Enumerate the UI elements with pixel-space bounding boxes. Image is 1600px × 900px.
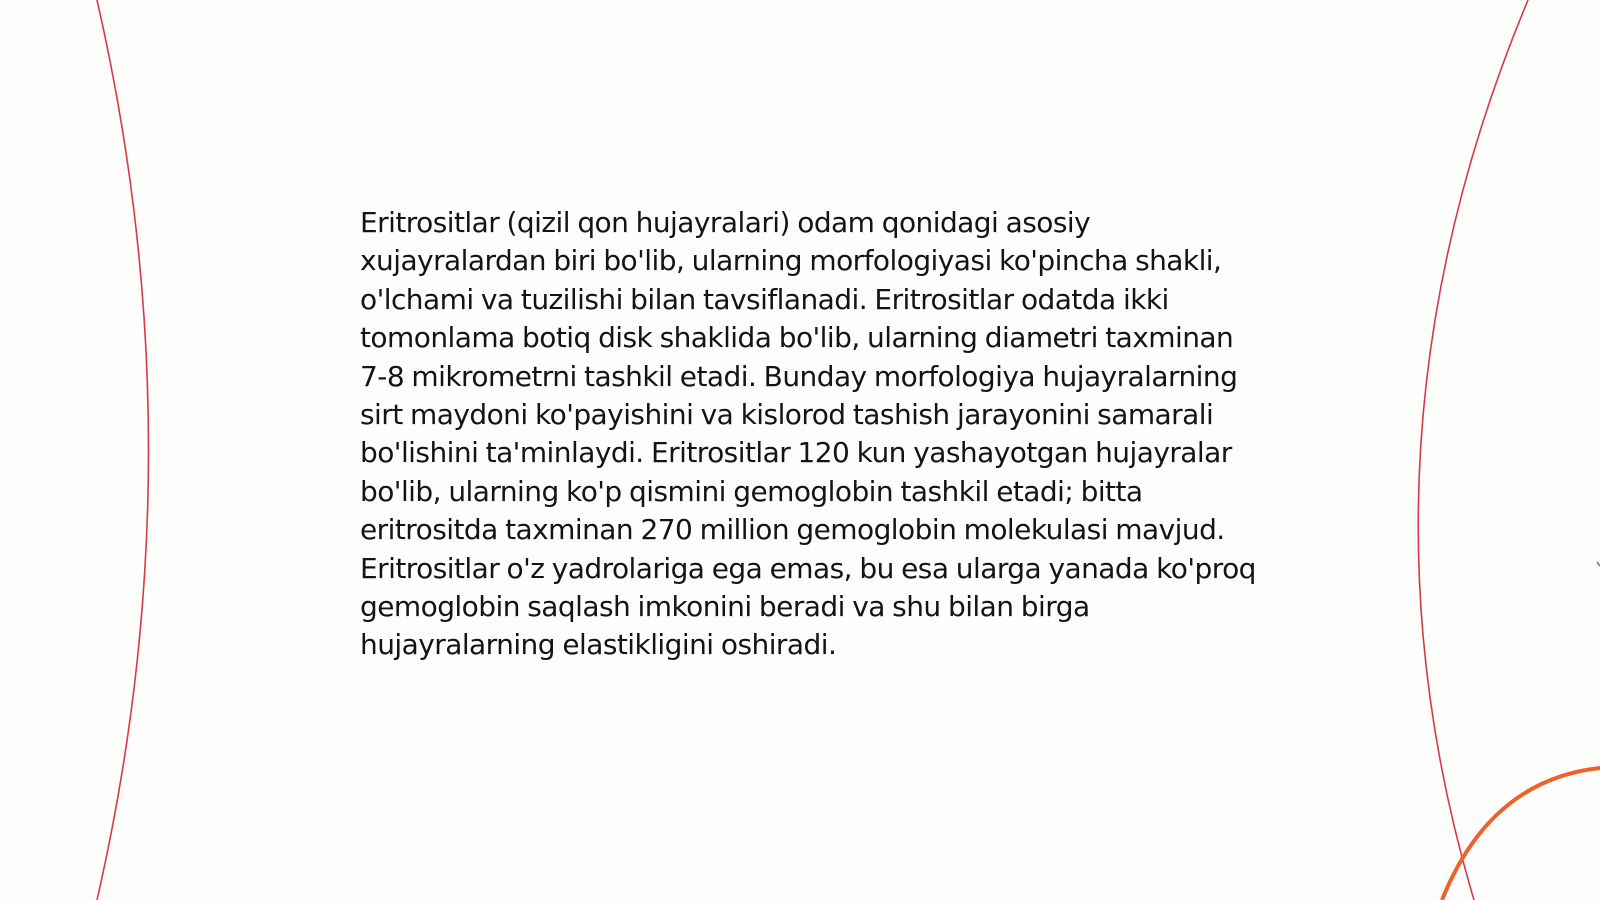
left-red-curve [97,0,149,900]
right-red-curve [1418,0,1528,900]
orange-arc [1442,768,1600,900]
slide-body-text: Eritrositlar (qizil qon hujayralari) odam qonidagi asosiy xujayralardan biri bo'lib, ularning morfologiyasi ko'pincha shakli, o'lchami va tuzilishi bilan tavsiflanadi. Eritrositlar odatda ikki tomonlama botiq disk shaklida bo'lib, ularning diametri taxminan 7-8 mikrometrni tashkil etadi. Bunday morfologiya hujayralarning sirt maydoni ko'payishini va kislorod tashish jarayonini samarali bo'lishini ta'minlaydi. Eritrositlar 120 kun yashayotgan hujayralar bo'lib, ularning ko'p qismini gemoglobin tashkil etadi; bitta eritrositda taxminan 270 million gemoglobin molekulasi mavjud. Eritrositlar o'z yadrolariga ega emas, bu esa ularga yanada ko'proq gemoglobin saqlash imkonini beradi va shu bilan birga hujayralarning elastikligini oshiradi. [360,206,1256,662]
